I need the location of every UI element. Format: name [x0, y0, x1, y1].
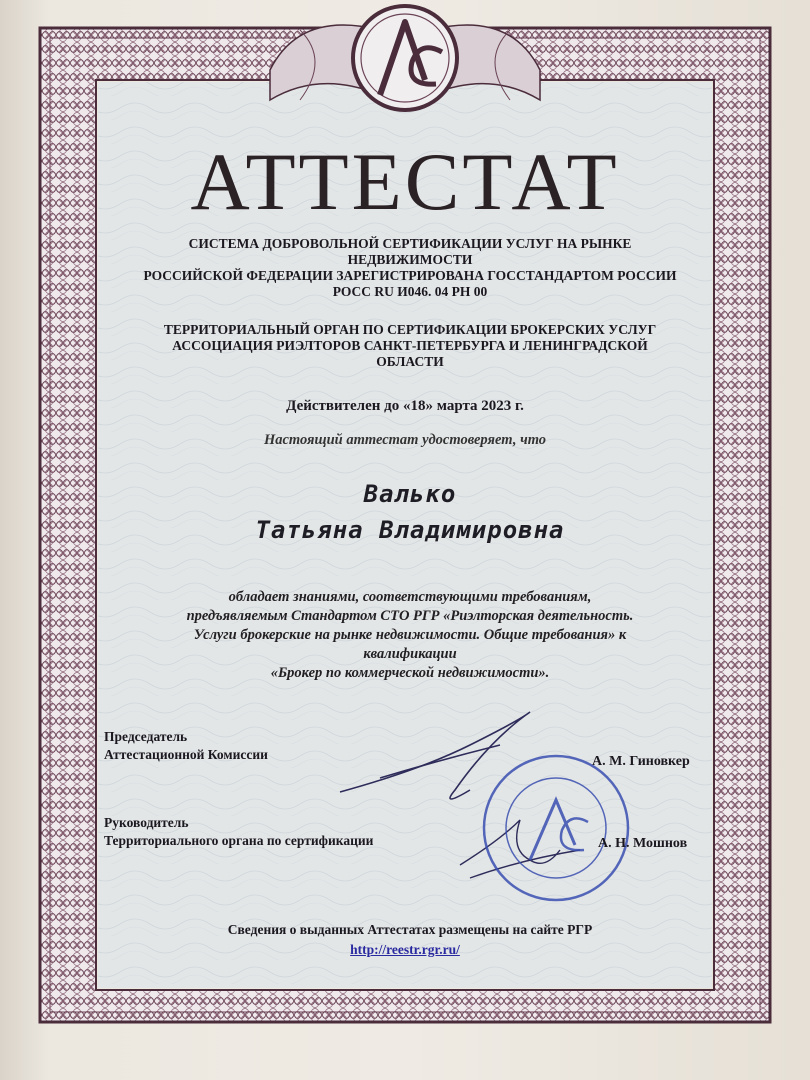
organ-line: ОБЛАСТИ	[376, 354, 444, 369]
signatory-2-role	[104, 814, 373, 850]
description-line: Услуги брокерские на рынке недвижимости. Общие требования» к	[193, 627, 627, 643]
system-line: РОСС RU И046. 04 РН 00	[332, 284, 488, 299]
emblem-logo	[353, 6, 457, 110]
signatory-2-name: А. Н. Мошнов	[598, 836, 688, 851]
signatory-1-role	[104, 728, 268, 764]
description-line: обладает знаниями, соответствующими требованиям,	[228, 589, 592, 605]
holder-given-names: Татьяна Владимировна	[255, 516, 565, 544]
description-line: квалификации	[363, 646, 457, 662]
holder-surname: Валько	[363, 480, 457, 508]
system-line: РОССИЙСКОЙ ФЕДЕРАЦИИ ЗАРЕГИСТРИРОВАНА ГОССТАНДАРТОМ РОССИИ	[143, 268, 677, 283]
system-line: СИСТЕМА ДОБРОВОЛЬНОЙ СЕРТИФИКАЦИИ УСЛУГ НА РЫНКЕ	[188, 236, 632, 251]
qualification-description	[120, 588, 700, 683]
certifies-statement: Настоящий аттестат удостоверяет, что	[263, 432, 547, 448]
signatory-1-role-line: Аттестационной Комиссии	[104, 747, 268, 762]
signatory-1-role-line: Председатель	[104, 729, 188, 744]
description-line: «Брокер по коммерческой недвижимости».	[270, 665, 550, 681]
registry-link[interactable]: http://reestr.rgr.ru/	[350, 942, 460, 957]
system-line: НЕДВИЖИМОСТИ	[347, 252, 473, 267]
registry-notice: Сведения о выданных Аттестатах размещены на сайте РГР	[227, 922, 593, 937]
organ-line: ТЕРРИТОРИАЛЬНЫЙ ОРГАН ПО СЕРТИФИКАЦИИ БРОКЕРСКИХ УСЛУГ	[163, 322, 657, 337]
description-line: предъявляемым Стандартом СТО РГР «Риэлторская деятельность.	[186, 608, 634, 624]
signatory-2-role-line: Руководитель	[104, 815, 189, 830]
certification-system-block	[120, 236, 700, 300]
signatory-2-role-line: Территориального органа по сертификации	[104, 833, 374, 848]
document-title: АТТЕСТАТ	[190, 136, 620, 227]
validity-date: Действителен до «18» марта 2023 г.	[286, 398, 524, 414]
signatory-1-name: А. М. Гиновкер	[592, 754, 690, 769]
certification-organ-block	[120, 322, 700, 370]
organ-line: АССОЦИАЦИЯ РИЭЛТОРОВ САНКТ-ПЕТЕРБУРГА И ЛЕНИНГРАДСКОЙ	[172, 338, 648, 353]
